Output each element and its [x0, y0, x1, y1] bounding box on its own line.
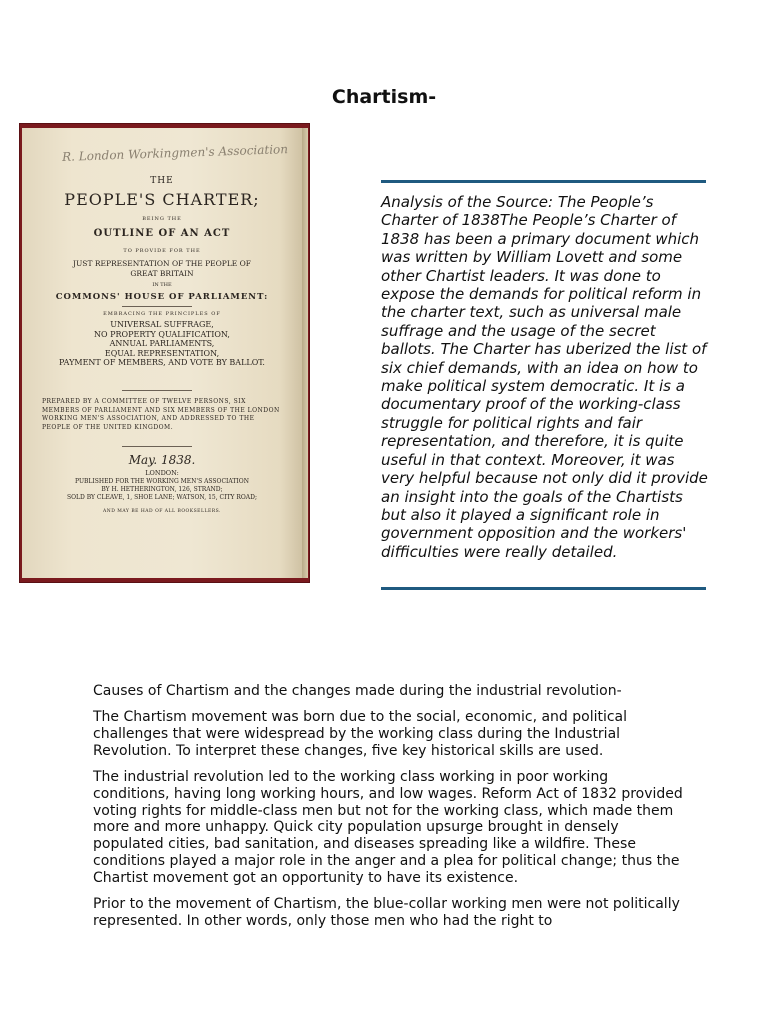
section-heading: Causes of Chartism and the changes made during the industrial revolution- — [93, 683, 622, 699]
cover-provide: TO PROVIDE FOR THE — [123, 248, 201, 254]
cover-handwritten-note: R. London Workingmen's Association — [61, 142, 289, 164]
cover-demand: ANNUAL PARLIAMENTS, — [109, 339, 215, 349]
page-edge — [302, 128, 308, 578]
cover-title: PEOPLE'S CHARTER; — [64, 190, 260, 209]
cover-just-line-2: GREAT BRITAIN — [130, 269, 194, 278]
cover-in-the: IN THE — [152, 282, 172, 288]
cover-embracing: EMBRACING THE PRINCIPLES OF — [103, 311, 221, 317]
cover-outline: OUTLINE OF AN ACT — [93, 228, 231, 239]
cover-london: LONDON: — [145, 469, 179, 477]
cover-demand: UNIVERSAL SUFFRAGE, — [110, 320, 214, 329]
cover-divider — [122, 446, 192, 447]
paragraph: Prior to the movement of Chartism, the blue-collar working men were not politically represented. In other words, only those men who had the right to — [93, 896, 680, 929]
cover-page — [22, 128, 302, 578]
peoples-charter-cover-image — [19, 123, 310, 583]
cover-divider — [122, 306, 192, 307]
cover-may-be-had: AND MAY BE HAD OF ALL BOOKSELLERS. — [103, 509, 221, 514]
cover-published-line-1: PUBLISHED FOR THE WORKING MEN'S ASSOCIATION — [75, 478, 249, 485]
cover-divider — [122, 390, 192, 391]
cover-date: May. 1838. — [128, 453, 196, 467]
analysis-bottom-rule — [381, 587, 706, 590]
cover-published-line-3: SOLD BY CLEAVE, 1, SHOE LANE; WATSON, 15, CITY ROAD; — [67, 494, 257, 501]
cover-demand: EQUAL REPRESENTATION, — [104, 348, 220, 358]
cover-just-line-1: JUST REPRESENTATION OF THE PEOPLE OF — [72, 259, 252, 268]
source-analysis-text: Analysis of the Source: The People’s Charter of 1838The People’s Charter of 1838 has been a primary document which was written by William Lovett and some other Chartist leaders. It was done to expose the demands for political reform in the charter text, such as universal male suffrage and the usage of the secret ballots. The Charter has uberized the list of six chief demands, with an idea on how to make political system democratic. It is a documentary proof of the working-class struggle for political rights and fair representation, and therefore, it is quite useful in that context. Moreover, it was very helpful because not only did it provide an insight into the goals of the Chartists but also it played a significant role in government opposition and the workers' difficulties were really detailed. — [381, 193, 708, 561]
paragraph: The industrial revolution led to the working class working in poor working conditions, having long working hours, and low wages. Reform Act of 1832 provided voting rights for middle-class men but not for the working class, which made them more and more unhappy. Quick city population upsurge brought in densely populated cities, bad sanitation, and diseases spreading like a wildfire. These conditions played a major role in the anger and a plea for political change; thus the Chartist movement got an opportunity to have its existence. — [93, 769, 683, 886]
cover-just-representation — [22, 259, 302, 279]
cover-published — [22, 478, 302, 502]
cover-commons: COMMONS' HOUSE OF PARLIAMENT: — [55, 292, 269, 302]
analysis-top-rule — [381, 180, 706, 183]
cover-the: THE — [150, 176, 174, 186]
cover-prepared-by: PREPARED BY A COMMITTEE OF TWELVE PERSONS, SIX MEMBERS OF PARLIAMENT AND SIX MEMBERS OF THE LONDON WORKING MEN'S ASSOCIATION, AND ADDRESSED TO THE PEOPLE OF THE UNITED KINGDOM. — [42, 398, 280, 431]
page-title: Chartism- — [331, 86, 437, 108]
cover-published-line-2: BY H. HETHERINGTON, 126, STRAND; — [101, 486, 223, 493]
cover-demand: NO PROPERTY QUALIFICATION, — [94, 329, 230, 339]
paragraph: The Chartism movement was born due to the social, economic, and political challenges that were widespread by the working class during the Industrial Revolution. To interpret these changes, five key historical skills are used. — [93, 709, 628, 759]
cover-being: BEING THE — [142, 216, 182, 222]
cover-demands — [22, 320, 302, 368]
cover-demand: PAYMENT OF MEMBERS, AND VOTE BY BALLOT. — [59, 358, 265, 368]
